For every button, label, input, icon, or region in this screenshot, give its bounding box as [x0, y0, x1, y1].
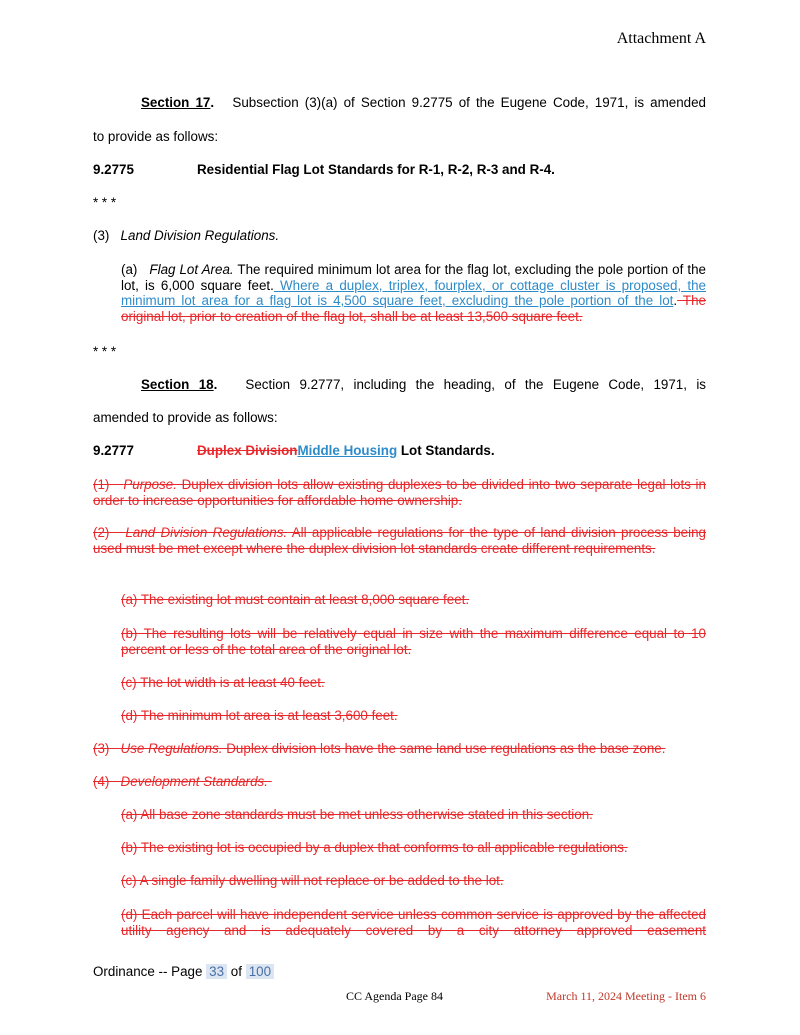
- paragraph-flag-lot-area: [121, 262, 706, 324]
- item-2c: (c) The lot width is at least 40 feet.: [121, 675, 325, 690]
- ordinance-label: Ordinance -- Page: [93, 964, 203, 979]
- code-title: Residential Flag Lot Standards for R-1, R-2, R-3 and R-4.: [197, 162, 555, 177]
- paragraph-title: Land Division Regulations.: [125, 525, 288, 540]
- ellipsis-stars-2: * * *: [93, 344, 117, 359]
- paragraph-use-regulations: [93, 741, 706, 757]
- code-number: 9.2777: [93, 443, 134, 458]
- paragraph-title: Use Regulations.: [120, 741, 223, 756]
- section17-intro-text: Subsection (3)(a) of Section 9.2775 of the Eugene Code, 1971, is amended: [232, 95, 707, 110]
- code-heading-9-2775: [93, 162, 706, 178]
- item-2d: (d) The minimum lot area is at least 3,600 feet.: [121, 708, 398, 723]
- deleted-text: The original lot, prior to creation of the flag lot, shall be at least 13,500 square feet.: [121, 293, 707, 324]
- paragraph-text: The required minimum lot area for the flag lot, excluding the pole portion of the lot, is 6,000 square feet.: [121, 262, 706, 293]
- paragraph-number: (a): [121, 262, 138, 277]
- paragraph-title: Purpose.: [123, 477, 177, 492]
- code-title-rest: Lot Standards.: [397, 443, 495, 458]
- deleted-title: Duplex Division: [197, 443, 298, 458]
- meeting-label: March 11, 2024 Meeting - Item 6: [546, 989, 706, 1003]
- paragraph-title: Development Standards.: [120, 774, 268, 789]
- item-4d: (d) Each parcel will have independent service unless common service is approved by the affected utility agency and is adequately covered by a city attorney approved easement: [121, 907, 706, 938]
- paragraph-number: (2): [93, 525, 110, 540]
- paragraph-number: (4): [93, 774, 110, 789]
- section18-intro-b: amended to provide as follows:: [93, 410, 278, 425]
- subsection-number: (3): [93, 228, 110, 243]
- section18-label: Section 18: [141, 377, 214, 392]
- paragraph-text: Duplex division lots have the same land use regulations as the base zone.: [222, 741, 666, 756]
- section17-intro-b: to provide as follows:: [93, 129, 219, 144]
- item-2a: (a) The existing lot must contain at least 8,000 square feet.: [121, 592, 470, 607]
- item-4a: (a) All base zone standards must be met unless otherwise stated in this section.: [121, 807, 593, 822]
- paragraph-text: All applicable regulations for the type of land division process being used must be met except where the duplex division lot standards create different requirements.: [93, 525, 706, 556]
- section17-label: Section 17: [141, 95, 211, 110]
- item-4b: (b) The existing lot is occupied by a duplex that conforms to all applicable regulations.: [121, 840, 628, 855]
- section17-intro: Section 17. Subsection (3)(a) of Section 9.2775 of the Eugene Code, 1971, is amended: [141, 95, 707, 110]
- page-footer: [93, 964, 274, 979]
- page-total: 100: [246, 964, 274, 979]
- of-label: of: [230, 964, 242, 979]
- section18-intro: Section 18. Section 9.2777, including the heading, of the Eugene Code, 1971, is: [141, 377, 706, 392]
- subsection-3: [93, 228, 706, 244]
- period: .: [673, 293, 678, 308]
- agenda-page: CC Agenda Page 84: [346, 989, 443, 1003]
- paragraph-purpose: [93, 477, 706, 508]
- item-4c: (c) A single family dwelling will not replace or be added to the lot.: [121, 873, 504, 888]
- code-heading-9-2777: [93, 443, 706, 459]
- paragraph-land-division: [93, 525, 706, 556]
- section18-intro-text: Section 9.2777, including the heading, of the Eugene Code, 1971, is: [245, 377, 706, 392]
- paragraph-text: Duplex division lots allow existing duplexes to be divided into two separate legal lots in order to increase opportunities for affordable home ownership.: [93, 477, 706, 508]
- paragraph-number: (1): [93, 477, 110, 492]
- subsection-title: Land Division Regulations.: [120, 228, 280, 243]
- inserted-text: Where a duplex, triplex, fourplex, or cottage cluster is proposed, the minimum lot area for a flag lot is 4,500 square feet, excluding the pole portion of the lot: [121, 277, 706, 308]
- item-2b: (b) The resulting lots will be relatively equal in size with the maximum difference equal to 10 percent or less of the total area of the original lot.: [121, 626, 706, 657]
- attachment-label: Attachment A: [616, 30, 706, 47]
- code-number: 9.2775: [93, 162, 134, 177]
- page-number: 33: [206, 964, 227, 979]
- ellipsis-stars: * * *: [93, 195, 117, 210]
- paragraph-title: Flag Lot Area.: [149, 262, 234, 277]
- paragraph-development-standards: [93, 774, 706, 790]
- paragraph-number: (3): [93, 741, 110, 756]
- inserted-title: Middle Housing: [297, 443, 398, 458]
